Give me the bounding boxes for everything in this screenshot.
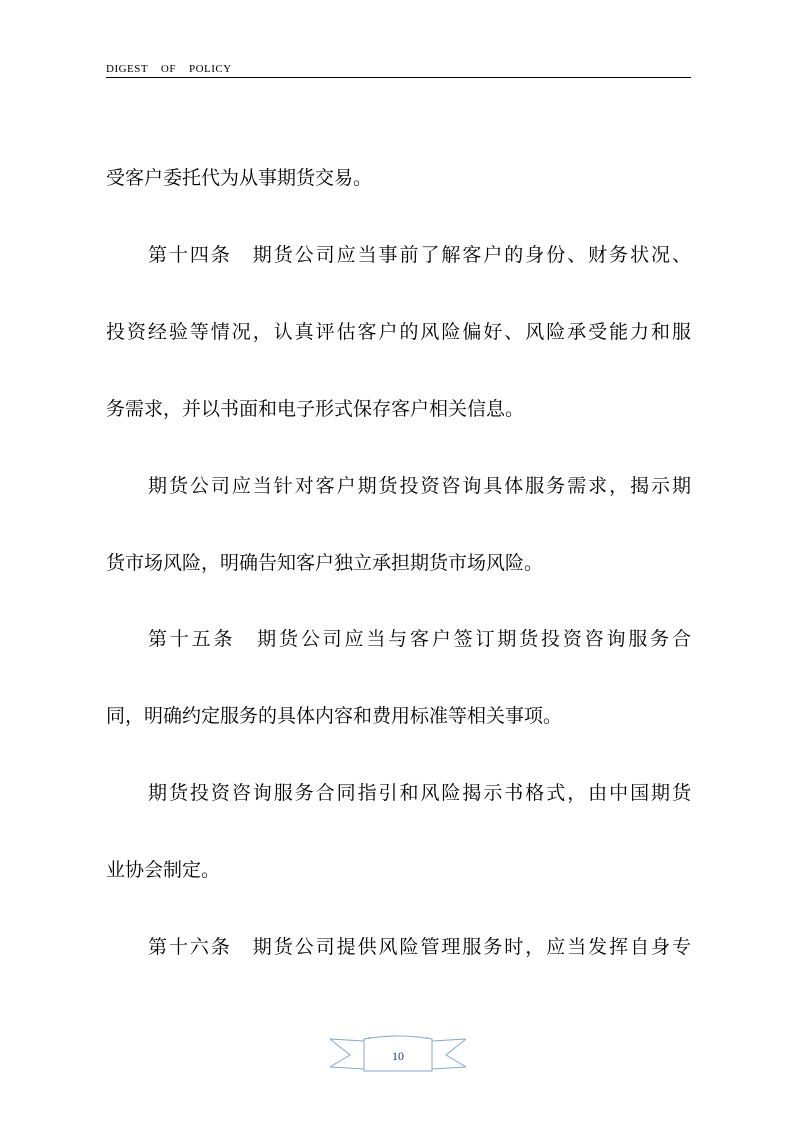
article-16-heading-line: 第十六条 期货公司提供风险管理服务时，应当发挥自身专 [148,936,691,958]
paragraph-first-line: 期货公司应当针对客户期货投资咨询具体服务需求，揭示期 [148,475,691,497]
article-15-heading-line: 第十五条 期货公司应当与客户签订期货投资咨询服务合 [148,628,691,650]
header-title: DIGEST OF POLICY [106,63,232,75]
article-14-heading-line: 第十四条 期货公司应当事前了解客户的身份、财务状况、 [148,244,691,266]
paragraph-first-line: 期货投资咨询服务合同指引和风险揭示书格式，由中国期货 [148,782,691,804]
running-header [106,57,691,78]
page-number: 10 [392,1049,404,1063]
body-line: 同，明确约定服务的具体内容和费用标准等相关事项。 [106,705,563,727]
body-line: 投资经验等情况，认真评估客户的风险偏好、风险承受能力和服 [106,321,691,343]
body-line: 受客户委托代为从事期货交易。 [106,167,373,189]
body-line: 货市场风险，明确告知客户独立承担期货市场风险。 [106,552,544,574]
body-line: 业协会制定。 [106,859,221,881]
body-line: 务需求，并以书面和电子形式保存客户相关信息。 [106,398,525,420]
